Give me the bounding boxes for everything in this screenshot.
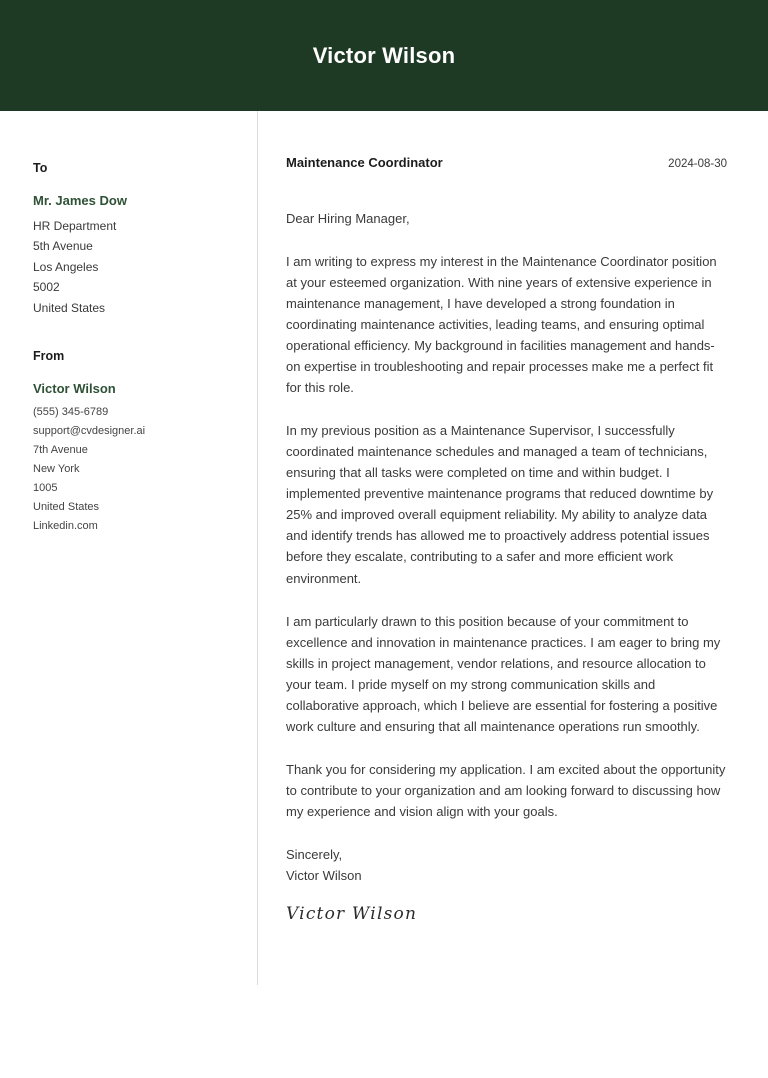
letter-paragraph: In my previous position as a Maintenance Supervisor, I successfully coordinated maintenance schedules and managed a team of technicians, ensuring that all tasks were completed on time and within budget. I implemented preventive maintenance programs that reduced downtime by 25% and improved overall equipment reliability. My ability to analyze data and identify trends has allowed me to proactively address potential issues before they escalate, contributing to a safer and more efficient work environment.	[286, 423, 714, 586]
sender-line: 1005	[33, 481, 58, 494]
recipient-line: HR Department	[33, 218, 117, 233]
salutation: Dear Hiring Manager,	[286, 210, 410, 226]
sidebar-spacer	[33, 319, 237, 349]
sidebar-contact-panel	[0, 111, 257, 535]
recipient-line: 5th Avenue	[33, 239, 93, 254]
recipient-line: 5002	[33, 280, 60, 295]
document-body	[0, 111, 768, 985]
letter-paragraph: I am particularly drawn to this position because of your commitment to excellence and innovation in maintenance practices. I am eager to bring my skills in project management, vendor relations, and resource allocation to your team. I pride myself on my strong communication skills and collaborative approach, which I believe are essential for fostering a positive work culture and ensuring that all maintenance operations run smoothly.	[286, 613, 721, 734]
recipient-line: United States	[33, 301, 106, 315]
letter-content	[258, 111, 768, 924]
sender-line: New York	[33, 462, 80, 475]
closing-word: Sincerely,	[286, 846, 343, 862]
sender-name: Victor Wilson	[33, 380, 116, 396]
sender-email: support@cvdesigner.ai	[33, 425, 146, 438]
recipient-label: To	[33, 161, 48, 175]
sender-label: From	[33, 348, 65, 363]
document-header	[0, 0, 768, 111]
header-candidate-name: Victor Wilson	[312, 42, 456, 68]
sender-phone: (555) 345-6789	[33, 406, 109, 419]
letter-header-row	[286, 155, 727, 172]
recipient-line: Los Angeles	[33, 259, 99, 274]
recipient-block	[33, 161, 237, 319]
job-title: Maintenance Coordinator	[286, 155, 443, 170]
sender-block	[33, 349, 237, 536]
signature-mark: Victor Wilson	[286, 904, 418, 925]
letter-paragraph: Thank you for considering my application. I am excited about the opportunity to contribute to your organization and am looking forward to discussing how my experience and vision align with your goals.	[286, 761, 726, 819]
letter-paragraph: I am writing to express my interest in the Maintenance Coordinator position at your esteemed organization. With nine years of extensive experience in maintenance management, I have developed a strong foundation in coordinating maintenance activities, leading teams, and ensuring optimal operational efficiency. My background in facilities management and hands-on expertise in troubleshooting and repair processes make me a perfect fit for this role.	[286, 253, 717, 396]
sender-website: Linkedin.com	[33, 519, 98, 532]
closing-name: Victor Wilson	[286, 868, 362, 884]
recipient-name: Mr. James Dow	[33, 193, 127, 208]
letter-date: 2024-08-30	[668, 158, 727, 170]
sender-line: United States	[33, 500, 100, 513]
sender-line: 7th Avenue	[33, 443, 88, 456]
